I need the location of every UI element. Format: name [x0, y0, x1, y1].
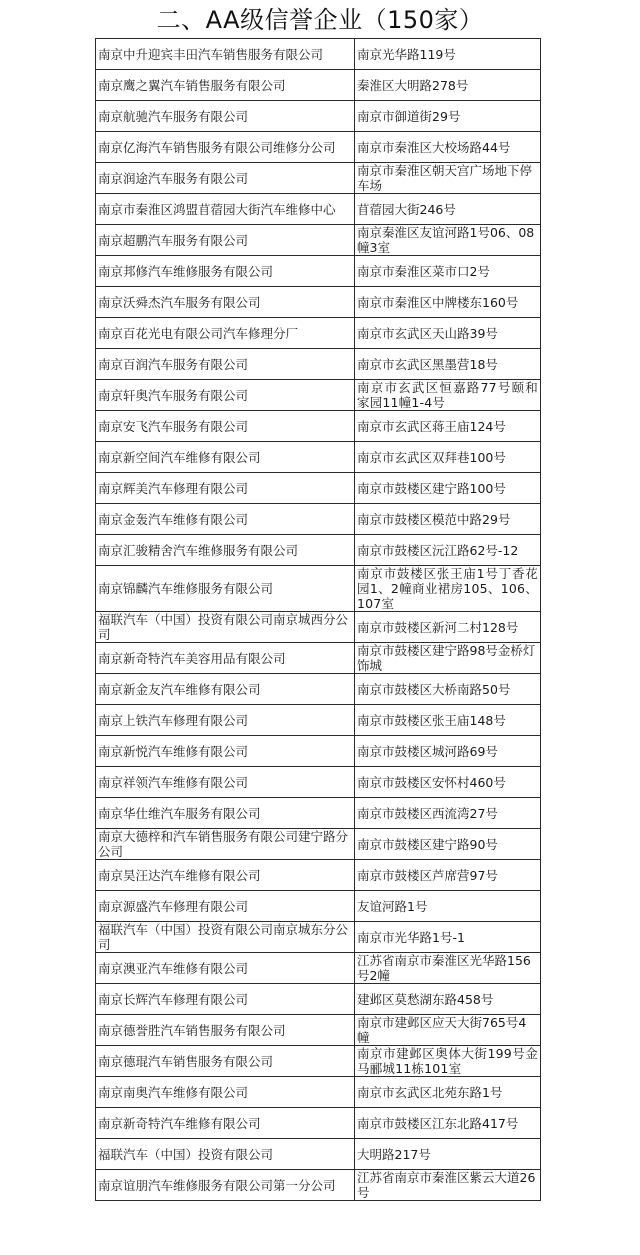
company-name-cell: 南京上铁汽车修理有限公司 — [96, 705, 355, 736]
company-name-cell: 南京中升迎宾丰田汽车销售服务有限公司 — [96, 39, 355, 70]
table-row — [96, 287, 541, 318]
table-row — [96, 1170, 541, 1201]
table-row — [96, 194, 541, 225]
address-cell: 南京市鼓楼区沅江路62号-12 — [355, 535, 541, 566]
table-row — [96, 132, 541, 163]
table-row — [96, 922, 541, 953]
company-name-cell: 南京长辉汽车修理有限公司 — [96, 984, 355, 1015]
table-row — [96, 473, 541, 504]
address-cell: 南京市建邺区应天大街765号4幢 — [355, 1015, 541, 1046]
address-cell: 南京市鼓楼区建宁路90号 — [355, 829, 541, 860]
address-cell: 南京市鼓楼区新河二村128号 — [355, 612, 541, 643]
table-row — [96, 349, 541, 380]
table-row — [96, 1046, 541, 1077]
address-cell: 南京市鼓楼区大桥南路50号 — [355, 674, 541, 705]
address-cell: 南京市鼓楼区建宁路100号 — [355, 473, 541, 504]
table-row — [96, 612, 541, 643]
table-row — [96, 798, 541, 829]
company-name-cell: 南京华仕维汽车服务有限公司 — [96, 798, 355, 829]
address-cell: 南京市鼓楼区芦席营97号 — [355, 860, 541, 891]
address-cell: 南京市建邺区奥体大街199号金马郦城11栋101室 — [355, 1046, 541, 1077]
address-cell: 苜蓿园大街246号 — [355, 194, 541, 225]
address-cell: 江苏省南京市秦淮区光华路156号2幢 — [355, 953, 541, 984]
company-name-cell: 南京润途汽车服务有限公司 — [96, 163, 355, 194]
table-row — [96, 39, 541, 70]
address-cell: 南京市鼓楼区江东北路417号 — [355, 1108, 541, 1139]
company-name-cell: 南京德誉胜汽车销售服务有限公司 — [96, 1015, 355, 1046]
address-cell: 南京市鼓楼区张王庙1号丁香花园1、2幢商业裙房105、106、107室 — [355, 566, 541, 612]
company-name-cell: 南京市秦淮区鸿盟苜蓿园大街汽车维修中心 — [96, 194, 355, 225]
address-cell: 南京市玄武区北苑东路1号 — [355, 1077, 541, 1108]
table-row — [96, 411, 541, 442]
company-name-cell: 南京澳亚汽车维修有限公司 — [96, 953, 355, 984]
table-row — [96, 256, 541, 287]
address-cell: 南京市玄武区蒋王庙124号 — [355, 411, 541, 442]
address-cell: 南京市秦淮区大校场路44号 — [355, 132, 541, 163]
table-row — [96, 767, 541, 798]
enterprise-table-body — [96, 39, 541, 1201]
table-row — [96, 535, 541, 566]
table-row — [96, 891, 541, 922]
company-name-cell: 南京百润汽车服务有限公司 — [96, 349, 355, 380]
address-cell: 南京市秦淮区菜市口2号 — [355, 256, 541, 287]
company-name-cell: 南京邦修汽车维修服务有限公司 — [96, 256, 355, 287]
table-row — [96, 442, 541, 473]
table-row — [96, 1077, 541, 1108]
company-name-cell: 南京源盛汽车修理有限公司 — [96, 891, 355, 922]
address-cell: 南京市光华路1号-1 — [355, 922, 541, 953]
table-row — [96, 705, 541, 736]
company-name-cell: 南京鹰之翼汽车销售服务有限公司 — [96, 70, 355, 101]
address-cell: 南京市玄武区双拜巷100号 — [355, 442, 541, 473]
company-name-cell: 南京超鹏汽车服务有限公司 — [96, 225, 355, 256]
address-cell: 南京市秦淮区朝天宫广场地下停车场 — [355, 163, 541, 194]
company-name-cell: 南京亿海汽车销售服务有限公司维修分公司 — [96, 132, 355, 163]
table-row — [96, 318, 541, 349]
address-cell: 南京市鼓楼区西流湾27号 — [355, 798, 541, 829]
table-row — [96, 504, 541, 535]
company-name-cell: 南京辉美汽车修理有限公司 — [96, 473, 355, 504]
address-cell: 大明路217号 — [355, 1139, 541, 1170]
address-cell: 南京秦淮区友谊河路1号06、08幢3室 — [355, 225, 541, 256]
address-cell: 南京市玄武区天山路39号 — [355, 318, 541, 349]
company-name-cell: 南京新奇特汽车美容用品有限公司 — [96, 643, 355, 674]
company-name-cell: 南京轩奥汽车服务有限公司 — [96, 380, 355, 411]
company-name-cell: 南京汇骏精舍汽车维修服务有限公司 — [96, 535, 355, 566]
company-name-cell: 南京百花光电有限公司汽车修理分厂 — [96, 318, 355, 349]
company-name-cell: 福联汽车（中国）投资有限公司 — [96, 1139, 355, 1170]
company-name-cell: 南京航驰汽车服务有限公司 — [96, 101, 355, 132]
company-name-cell: 南京金轰汽车维修有限公司 — [96, 504, 355, 535]
table-row — [96, 566, 541, 612]
company-name-cell: 福联汽车（中国）投资有限公司南京城西分公司 — [96, 612, 355, 643]
table-row — [96, 984, 541, 1015]
address-cell: 南京市御道街29号 — [355, 101, 541, 132]
table-row — [96, 225, 541, 256]
address-cell: 南京市玄武区恒嘉路77号颐和家园11幢1-4号 — [355, 380, 541, 411]
table-row — [96, 736, 541, 767]
company-name-cell: 南京新空间汽车维修有限公司 — [96, 442, 355, 473]
enterprise-table — [95, 38, 541, 1201]
table-row — [96, 829, 541, 860]
table-row — [96, 380, 541, 411]
table-row — [96, 163, 541, 194]
company-name-cell: 南京德琨汽车销售服务有限公司 — [96, 1046, 355, 1077]
address-cell: 南京市鼓楼区安怀村460号 — [355, 767, 541, 798]
table-row — [96, 1015, 541, 1046]
company-name-cell: 南京大德梓和汽车销售服务有限公司建宁路分公司 — [96, 829, 355, 860]
address-cell: 南京市鼓楼区建宁路98号金桥灯饰城 — [355, 643, 541, 674]
company-name-cell: 南京谊朋汽车维修服务有限公司第一分公司 — [96, 1170, 355, 1201]
company-name-cell: 南京新奇特汽车维修有限公司 — [96, 1108, 355, 1139]
table-row — [96, 860, 541, 891]
table-row — [96, 674, 541, 705]
company-name-cell: 南京沃舜杰汽车服务有限公司 — [96, 287, 355, 318]
address-cell: 南京市鼓楼区模范中路29号 — [355, 504, 541, 535]
company-name-cell: 南京昊汪达汽车维修有限公司 — [96, 860, 355, 891]
address-cell: 南京市秦淮区中牌楼东160号 — [355, 287, 541, 318]
address-cell: 南京市鼓楼区张王庙148号 — [355, 705, 541, 736]
page-title: 二、AA级信誉企业（150家） — [156, 6, 484, 34]
address-cell: 南京市鼓楼区城河路69号 — [355, 736, 541, 767]
company-name-cell: 南京新悦汽车维修有限公司 — [96, 736, 355, 767]
company-name-cell: 南京南奥汽车维修有限公司 — [96, 1077, 355, 1108]
company-name-cell: 南京祥领汽车维修有限公司 — [96, 767, 355, 798]
address-cell: 南京光华路119号 — [355, 39, 541, 70]
address-cell: 南京市玄武区黑墨营18号 — [355, 349, 541, 380]
table-row — [96, 1139, 541, 1170]
company-name-cell: 南京安飞汽车服务有限公司 — [96, 411, 355, 442]
table-row — [96, 101, 541, 132]
address-cell: 秦淮区大明路278号 — [355, 70, 541, 101]
company-name-cell: 南京新金友汽车维修有限公司 — [96, 674, 355, 705]
address-cell: 友谊河路1号 — [355, 891, 541, 922]
table-row — [96, 953, 541, 984]
table-row — [96, 1108, 541, 1139]
address-cell: 江苏省南京市秦淮区紫云大道26号 — [355, 1170, 541, 1201]
table-row — [96, 643, 541, 674]
company-name-cell: 福联汽车（中国）投资有限公司南京城东分公司 — [96, 922, 355, 953]
company-name-cell: 南京锦麟汽车维修服务有限公司 — [96, 566, 355, 612]
address-cell: 建邺区莫愁湖东路458号 — [355, 984, 541, 1015]
table-row — [96, 70, 541, 101]
